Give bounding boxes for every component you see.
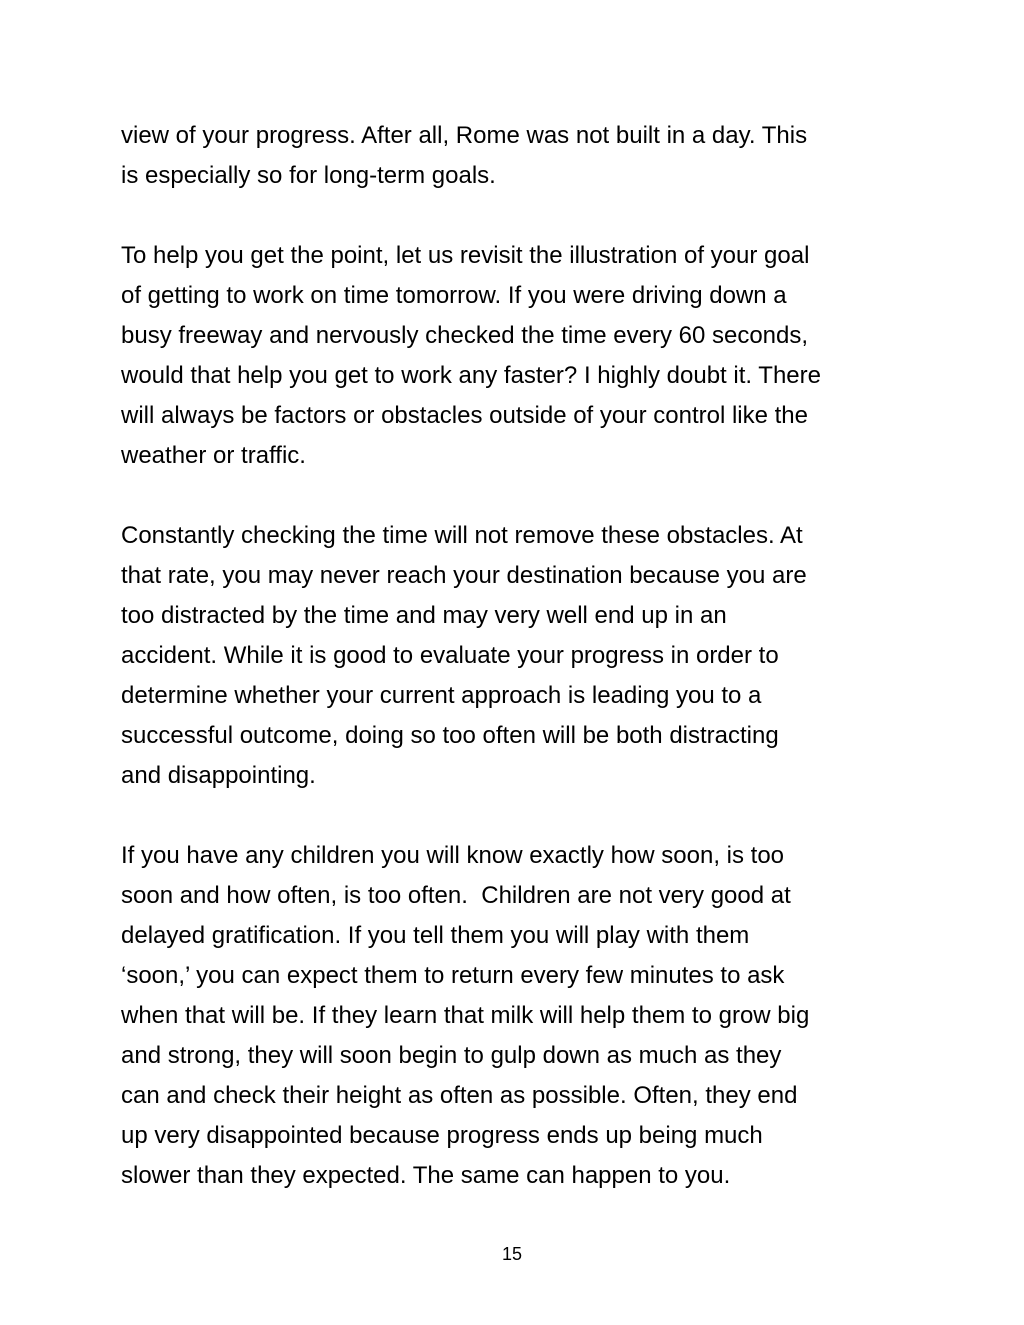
text-line: of getting to work on time tomorrow. If you were driving down a	[121, 282, 787, 309]
text-line: delayed gratification. If you tell them you will play with them	[121, 922, 750, 949]
text-line: soon and how often, is too often. Children are not very good at	[121, 882, 791, 909]
text-line: when that will be. If they learn that milk will help them to grow big	[121, 1002, 810, 1029]
text-line: successful outcome, doing so too often will be both distracting	[121, 722, 779, 749]
text-line: busy freeway and nervously checked the time every 60 seconds,	[121, 322, 809, 349]
text-line: would that help you get to work any faster? I highly doubt it. There	[121, 362, 821, 389]
text-line: can and check their height as often as possible. Often, they end	[121, 1082, 798, 1109]
text-line: is especially so for long-term goals.	[121, 162, 496, 189]
text-line: view of your progress. After all, Rome was not built in a day. This	[121, 122, 808, 149]
text-line: and disappointing.	[121, 762, 316, 789]
text-line: To help you get the point, let us revisit the illustration of your goal	[121, 242, 810, 269]
text-line: up very disappointed because progress ends up being much	[121, 1122, 763, 1149]
text-line: If you have any children you will know exactly how soon, is too	[121, 842, 785, 869]
text-line: will always be factors or obstacles outside of your control like the	[121, 402, 808, 429]
text-line: ‘soon,’ you can expect them to return every few minutes to ask	[121, 962, 785, 989]
text-line: accident. While it is good to evaluate your progress in order to	[121, 642, 779, 669]
text-line: and strong, they will soon begin to gulp down as much as they	[121, 1042, 782, 1069]
text-line: slower than they expected. The same can happen to you.	[121, 1162, 731, 1189]
page-number: 15	[501, 1244, 523, 1264]
text-line: determine whether your current approach is leading you to a	[121, 682, 762, 709]
text-line: that rate, you may never reach your destination because you are	[121, 562, 807, 589]
text-line: Constantly checking the time will not remove these obstacles. At	[121, 522, 803, 549]
text-line: too distracted by the time and may very well end up in an	[121, 602, 727, 629]
text-line: weather or traffic.	[121, 442, 306, 469]
